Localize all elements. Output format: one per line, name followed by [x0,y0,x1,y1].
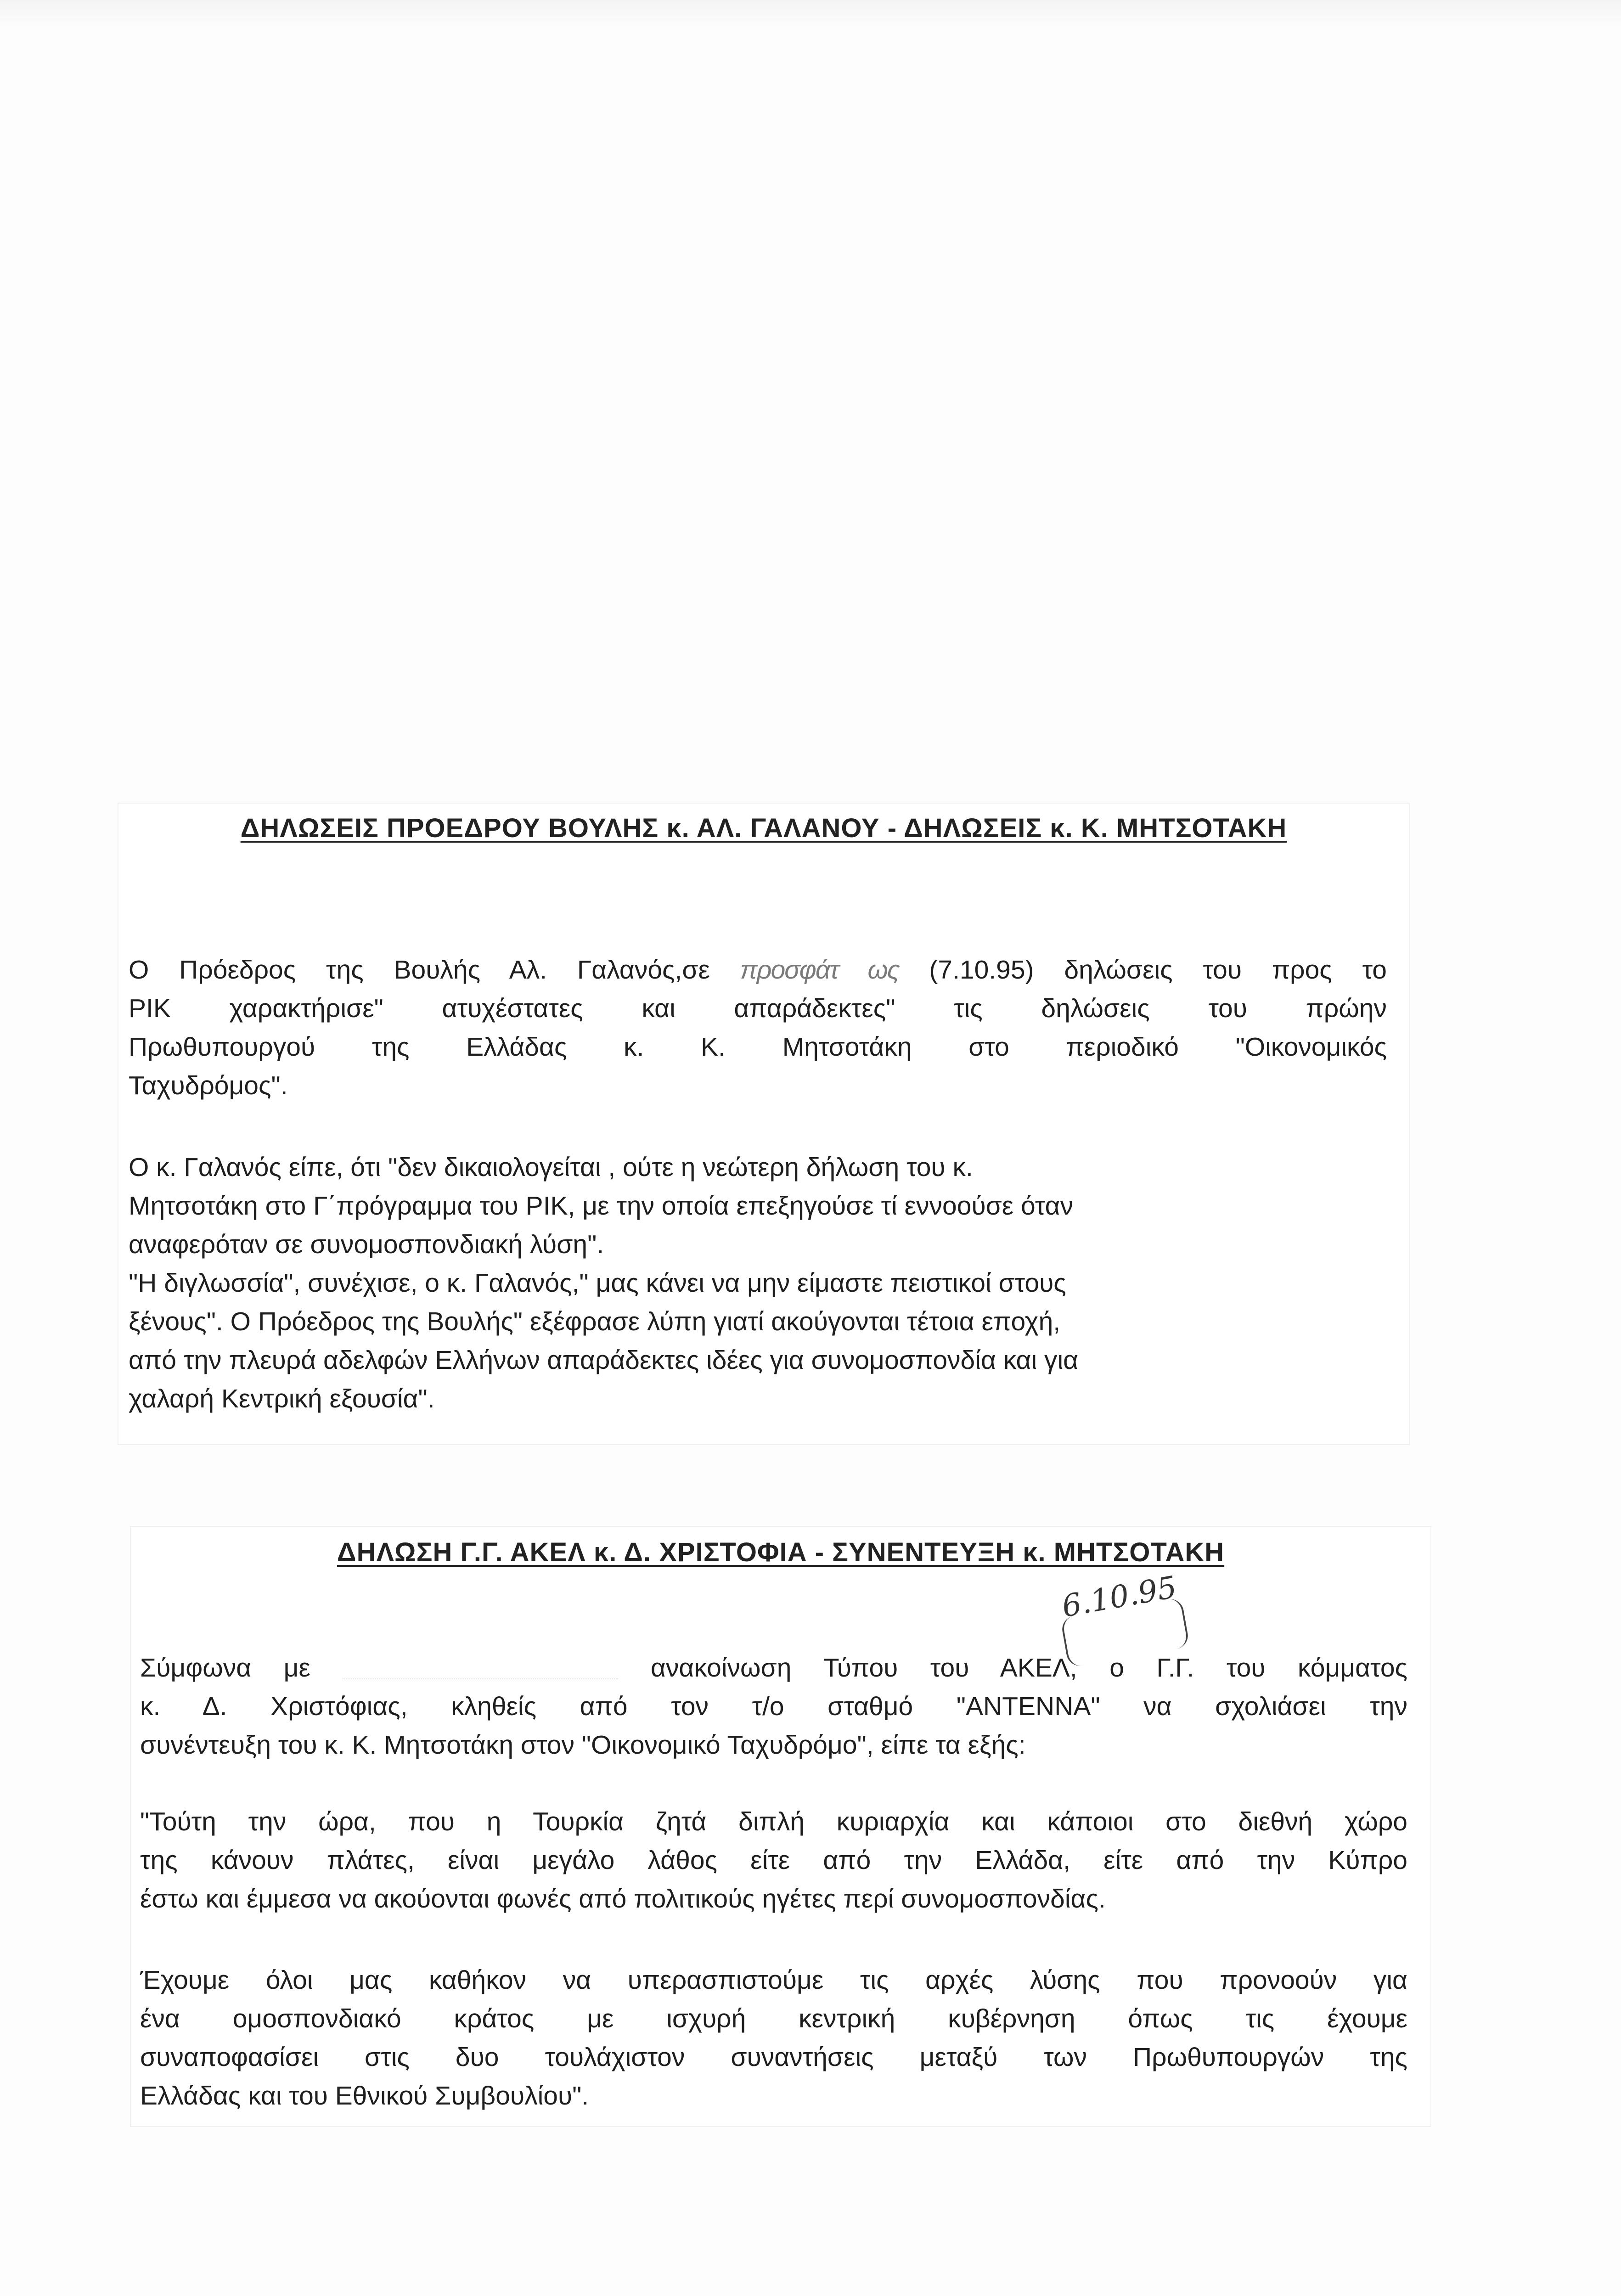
text-line: της κάνουν πλάτες, είναι μεγάλο λάθος είτε από την Ελλάδα, είτε από την Κύπρο [140,1846,1407,1875]
text-line: ΡΙΚ χαρακτήρισε" ατυχέστατες και απαράδεκτες" τις δηλώσεις του πρώην [129,994,1387,1023]
text-line: έστω και έμμεσα να ακούονται φωνές από πολιτικούς ηγέτες περί συνομοσπονδίας. [140,1884,1106,1913]
clipping-paragraph [129,1148,1387,1418]
text-line: Ο Πρόεδρος της Βουλής Αλ. Γαλανός,σε προσφάτ ως (7.10.95) δηλώσεις του προς το [129,955,1387,985]
text-line: συναποφασίσει στις δυο τουλάχιστον συναντήσεις μεταξύ των Πρωθυπουργών της [140,2043,1407,2072]
text-line: "Τούτη την ώρα, που η Τουρκία ζητά διπλή κυριαρχία και κάποιοι στο διεθνή χώρο [140,1807,1407,1836]
clipping-paragraph [140,1802,1407,1918]
text-line: Ταχυδρόμος". [129,1071,288,1100]
text-line: Ελλάδας και του Εθνικού Συμβουλίου". [140,2081,589,2110]
text-line: Μητσοτάκη στο Γ΄πρόγραμμα του ΡΙΚ, με την οποία επεξηγούσε τί εννοούσε όταν [129,1191,1074,1221]
clipping-paragraph [140,1961,1407,2115]
text-line: αναφερόταν σε συνομοσπονδιακή λύση". [129,1230,604,1259]
news-clipping-christofias [131,1527,1430,2126]
text-line: συνέντευξη του κ. Κ. Μητσοτάκη στον "Οικονομικό Ταχυδρόμο", είπε τα εξής: [140,1730,1026,1760]
text-line: Σύμφωνα με ανακοίνωση Τύπου του ΑΚΕΛ, ο Γ.Γ. του κόμματος [140,1653,1408,1683]
text-line: Πρωθυπουργού της Ελλάδας κ. Κ. Μητσοτάκη στο περιοδικό "Οικονομικός [129,1032,1387,1062]
clipping-title: ΔΗΛΩΣΕΙΣ ΠΡΟΕΔΡΟΥ ΒΟΥΛΗΣ κ. ΑΛ. ΓΑΛΑΝΟΥ - ΔΗΛΩΣΕΙΣ κ. Κ. ΜΗΤΣΟΤΑΚΗ [240,813,1287,843]
clipping-paragraph [129,951,1387,1105]
handwritten-correction: προσφάτ ως [740,955,899,985]
handwritten-date: 6.10.95 [1059,1569,1180,1624]
scan-edge-shading [0,0,1621,28]
text-line: "Η διγλωσσία", συνέχισε, ο κ. Γαλανός," μας κάνει να μην είμαστε πειστικοί στους [129,1268,1066,1298]
text-line: κ. Δ. Χριστόφιας, κληθείς από τον τ/ο σταθμό "ΑΝΤΕΝΝΑ" να σχολιάσει την [140,1692,1407,1721]
news-clipping-galanos [118,804,1409,1444]
text-line: ξένους". Ο Πρόεδρος της Βουλής" εξέφρασε λύπη γιατί ακούγονται τέτοια εποχή, [129,1307,1061,1336]
text-line: ένα ομοσπονδιακό κράτος με ισχυρή κεντρική κυβέρνηση όπως τις έχουμε [140,2004,1407,2033]
text-line: Ο κ. Γαλανός είπε, ότι "δεν δικαιολογείται , ούτε η νεώτερη δήλωση του κ. [129,1153,973,1182]
clipping-paragraph [140,1649,1407,1764]
text-line: Έχουμε όλοι μας καθήκον να υπερασπιστούμε τις αρχές λύσης που προνοούν για [140,1965,1407,1995]
clipping-title: ΔΗΛΩΣΗ Γ.Γ. ΑΚΕΛ κ. Δ. ΧΡΙΣΤΟΦΙΑ - ΣΥΝΕΝΤΕΥΞΗ κ. ΜΗΤΣΟΤΑΚΗ [337,1537,1225,1567]
erased-area [343,1660,618,1679]
text-line: από την πλευρά αδελφών Ελλήνων απαράδεκτες ιδέες για συνομοσπονδία και για [129,1345,1079,1375]
text-line: χαλαρή Κεντρική εξουσία". [129,1384,435,1413]
